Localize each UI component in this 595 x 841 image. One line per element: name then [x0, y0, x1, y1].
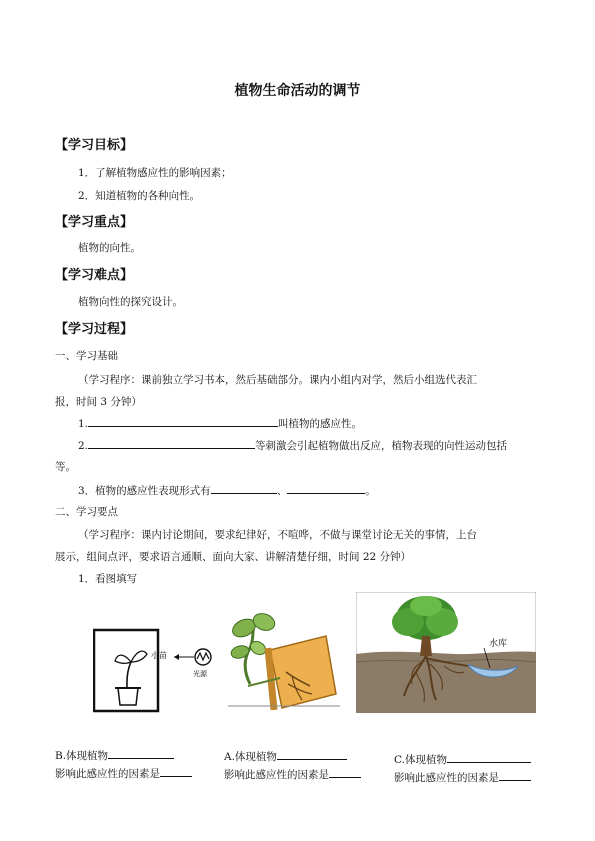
q3-prefix: 3．植物的感应性表现形式有 — [78, 485, 211, 497]
part2-procedure-line2: 展示，组间点评，要求语言通顺、面向大家、讲解清楚仔细，时间 22 分钟） — [55, 551, 412, 563]
goal-item-1: 1．了解植物感应性的影响因素； — [78, 167, 232, 179]
figure-gravitropism — [228, 612, 340, 710]
q3-end: 。 — [365, 485, 376, 497]
answer-a-blank-2[interactable] — [329, 766, 361, 778]
q2-suffix: 等刺激会引起植物做出反应，植物表现的向性运动包括 — [255, 440, 508, 452]
fig3-label-water: 水库 — [489, 639, 508, 649]
answer-a-blank-1[interactable] — [277, 748, 347, 760]
q1-prefix: 1. — [78, 418, 89, 430]
q3-blank-2[interactable] — [287, 482, 365, 494]
q1-suffix: 叫植物的感应性。 — [278, 418, 363, 430]
answer-c-line2: 影响此感应性的因素是 — [394, 769, 531, 785]
key-points-text: 植物的向性。 — [78, 242, 141, 254]
q1-blank[interactable] — [88, 415, 278, 427]
answer-b-line2: 影响此感应性的因素是 — [55, 765, 192, 781]
figure-phototropism — [93, 628, 218, 713]
answer-b-line1: B.体现植物 — [55, 747, 174, 763]
figure-hydrotropism — [356, 592, 536, 713]
question-3 — [78, 482, 376, 498]
q2-continuation: 等。 — [55, 461, 76, 473]
part1-title: 一、学习基础 — [55, 350, 118, 362]
q3-separator: 、 — [276, 485, 288, 497]
q2-blank[interactable] — [88, 437, 255, 449]
answer-a-line2: 影响此感应性的因素是 — [224, 766, 361, 782]
fig1-label-light: 光源 — [193, 670, 207, 678]
part2-procedure-line1: （学习程序：课内讨论期间，要求纪律好，不喧哗，不做与课堂讨论无关的事情，上台 — [78, 529, 477, 541]
answer-b-blank-1[interactable] — [108, 747, 174, 759]
part1-procedure-line1: （学习程序：课前独立学习书本，然后基础部分。课内小组内对学，然后小组选代表汇 — [78, 374, 477, 386]
answer-b-blank-2[interactable] — [160, 765, 192, 777]
key-points-heading: 【学习重点】 — [55, 215, 134, 230]
q2-prefix: 2. — [78, 440, 89, 452]
answer-c-line1: C.体现植物 — [394, 751, 531, 767]
answer-a-line1: A.体现植物 — [224, 748, 347, 764]
page-title: 植物生命活动的调节 — [234, 83, 361, 99]
goal-item-2: 2．知道植物的各种向性。 — [78, 190, 201, 202]
fig1-label-plant: 小苗 — [151, 651, 167, 660]
goals-heading: 【学习目标】 — [55, 138, 134, 153]
question-1 — [78, 415, 362, 431]
process-heading: 【学习过程】 — [55, 322, 134, 337]
difficulties-text: 植物向性的探究设计。 — [78, 296, 183, 308]
question-2 — [78, 437, 507, 453]
answer-c-blank-2[interactable] — [499, 769, 531, 781]
q3-blank-1[interactable] — [211, 482, 277, 494]
part2-question-1: 1．看图填写 — [78, 573, 138, 585]
part2-title: 二、学习要点 — [55, 506, 118, 518]
answer-c-blank-1[interactable] — [447, 751, 531, 763]
part1-procedure-line2: 报，时间 3 分钟） — [55, 396, 142, 408]
difficulties-heading: 【学习难点】 — [55, 268, 134, 283]
